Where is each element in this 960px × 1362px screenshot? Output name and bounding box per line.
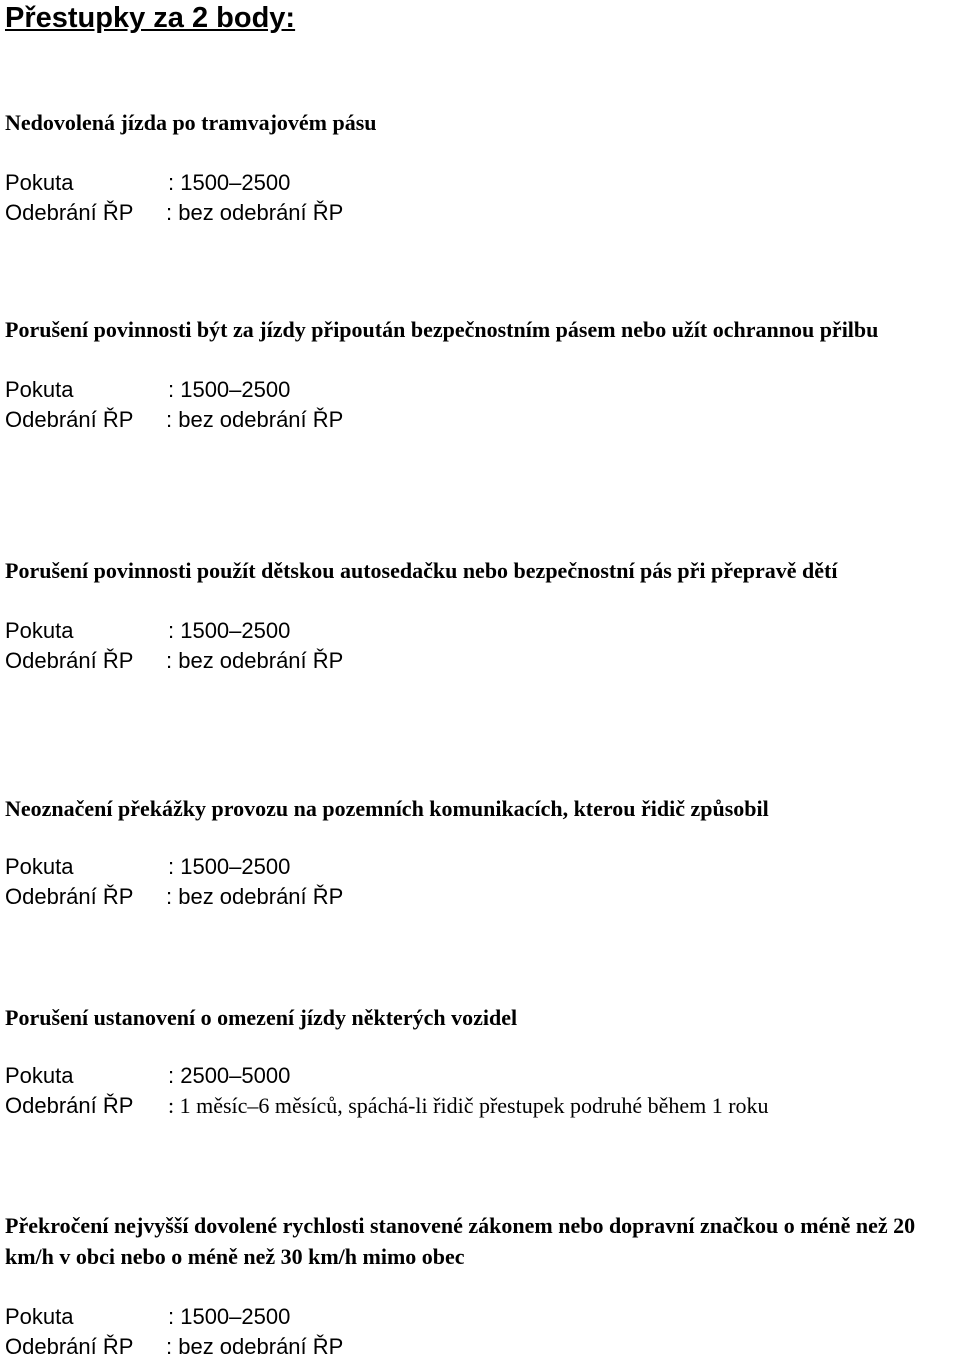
fine-value: : 2500–5000 <box>168 1063 291 1088</box>
offense-title: Porušení ustanovení o omezení jízdy některých vozidel <box>5 1005 518 1030</box>
license-value: : bez odebrání ŘP <box>166 648 344 673</box>
offense-section <box>5 107 955 228</box>
fine-row <box>5 1302 955 1332</box>
fine-row <box>5 1061 955 1091</box>
offense-section <box>5 793 955 912</box>
fine-value: : 1500–2500 <box>168 170 291 195</box>
license-value: : bez odebrání ŘP <box>166 407 344 432</box>
license-row <box>5 1332 955 1362</box>
license-label: Odebrání ŘP <box>5 200 134 225</box>
offense-title: Porušení povinnosti použít dětskou autosedačku nebo bezpečnostní pás při přepravě dětí <box>5 558 838 583</box>
fine-label: Pokuta <box>5 377 74 402</box>
offense-section <box>5 555 955 676</box>
fine-label: Pokuta <box>5 1063 74 1088</box>
fine-label: Pokuta <box>5 1304 74 1329</box>
offense-title: Porušení povinnosti být za jízdy připoután bezpečnostním pásem nebo užít ochrannou přilbu <box>5 317 879 342</box>
offense-section <box>5 1210 955 1362</box>
license-value: : bez odebrání ŘP <box>166 884 344 909</box>
offense-title: Překročení nejvyšší dovolené rychlosti stanovené zákonem nebo dopravní značkou o méně než 20 km/h v obci nebo o méně než 30 km/h mimo obec <box>5 1213 916 1269</box>
license-value: : 1 měsíc–6 měsíců, spáchá-li řidič přestupek podruhé během 1 roku <box>168 1093 769 1118</box>
license-label: Odebrání ŘP <box>5 1334 134 1359</box>
fine-value: : 1500–2500 <box>168 1304 291 1329</box>
fine-row <box>5 616 955 646</box>
fine-row <box>5 168 955 198</box>
license-row <box>5 198 955 228</box>
license-value: : bez odebrání ŘP <box>166 200 344 225</box>
license-label: Odebrání ŘP <box>5 884 134 909</box>
license-label: Odebrání ŘP <box>5 648 134 673</box>
license-label: Odebrání ŘP <box>5 407 134 432</box>
offense-section <box>5 314 955 435</box>
license-row <box>5 646 955 676</box>
fine-label: Pokuta <box>5 170 74 195</box>
fine-label: Pokuta <box>5 618 74 643</box>
page-title: Přestupky za 2 body: <box>5 2 296 34</box>
license-row <box>5 1091 955 1121</box>
license-value: : bez odebrání ŘP <box>166 1334 344 1359</box>
fine-label: Pokuta <box>5 854 74 879</box>
fine-value: : 1500–2500 <box>168 618 291 643</box>
fine-value: : 1500–2500 <box>168 854 291 879</box>
license-label: Odebrání ŘP <box>5 1093 134 1118</box>
license-row <box>5 405 955 435</box>
offense-title: Nedovolená jízda po tramvajovém pásu <box>5 110 377 135</box>
document-page <box>5 0 955 1359</box>
fine-value: : 1500–2500 <box>168 377 291 402</box>
fine-row <box>5 375 955 405</box>
fine-row <box>5 852 955 882</box>
license-row <box>5 882 955 912</box>
offense-title: Neoznačení překážky provozu na pozemních komunikacích, kterou řidič způsobil <box>5 796 769 821</box>
offense-section <box>5 1002 955 1121</box>
